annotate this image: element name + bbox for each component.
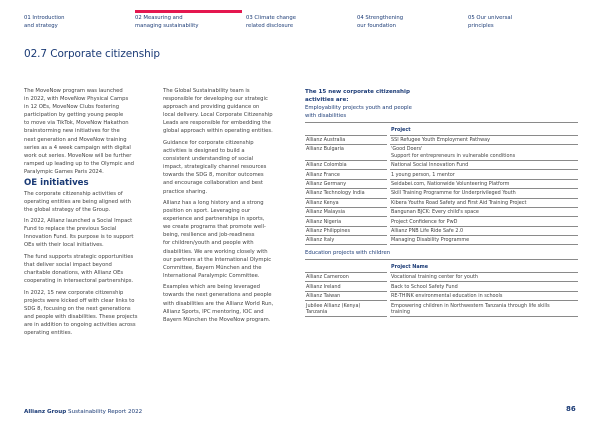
entity-cell-text: Tanzania bbox=[306, 309, 328, 316]
text-line: Committee, Bayern München and the bbox=[163, 264, 262, 271]
text-line: with disabilities are the Allianz World Run, bbox=[163, 300, 274, 307]
oe-initiatives-heading: OE initiatives bbox=[24, 178, 89, 189]
project-cell bbox=[390, 208, 578, 217]
nav-label: managing sustainability bbox=[135, 22, 199, 29]
project-cell bbox=[390, 236, 578, 245]
text-line: OEs with their local initiatives. bbox=[24, 242, 104, 249]
project-cell bbox=[390, 292, 578, 301]
text-line: local delivery. Local Corporate Citizenship bbox=[163, 112, 273, 119]
text-line: work out series. MoveNow will be further bbox=[24, 152, 132, 159]
text-line: global approach within operating entities. bbox=[163, 128, 273, 135]
text-line: the global strategy of the Group. bbox=[24, 206, 111, 213]
column-right bbox=[305, 88, 580, 317]
project-cell bbox=[390, 301, 578, 317]
entity-cell bbox=[305, 227, 387, 236]
project-cell-text: Bangunan BJCK: Every child's space bbox=[391, 209, 479, 216]
entity-cell bbox=[305, 273, 387, 282]
project-cell-text: Empowering children in Northwestern Tanzania through life skills bbox=[391, 302, 550, 309]
fund-support-paragraph bbox=[24, 253, 144, 285]
entity-cell bbox=[305, 236, 387, 245]
project-cell-text: Managing Disability Programme bbox=[391, 237, 470, 244]
project-cell bbox=[390, 170, 578, 179]
project-cell bbox=[390, 189, 578, 198]
text-line: Guidance for corporate citizenship bbox=[163, 139, 254, 146]
project-cell bbox=[390, 161, 578, 170]
text-line: cooperating in intersectoral partnerships. bbox=[24, 278, 134, 285]
text-line: In 2022, Allianz launched a Social Impact bbox=[24, 218, 133, 225]
nav-item-measuring[interactable] bbox=[135, 15, 235, 30]
alignment-paragraph bbox=[24, 190, 144, 214]
text-line: participation by getting young people bbox=[24, 112, 124, 119]
entity-cell-text: Allianz Taiwan bbox=[306, 293, 341, 300]
nav-label: 01 Introduction bbox=[24, 15, 65, 21]
text-line: Examples which are being leveraged bbox=[163, 284, 260, 291]
table-row bbox=[305, 189, 578, 198]
guidance-paragraph bbox=[163, 139, 288, 196]
table-row bbox=[305, 227, 578, 236]
text-line: International Paralympic Committee. bbox=[163, 272, 260, 279]
text-line: towards the SDG 8, monitor outcomes bbox=[163, 172, 264, 179]
text-line: series as a 4 week campaign with digital bbox=[24, 144, 131, 151]
page-number: 86 bbox=[566, 405, 576, 413]
entity-cell bbox=[305, 292, 387, 301]
entity-cell bbox=[305, 199, 387, 208]
text-line: SDG 8, focusing on the next generations bbox=[24, 305, 131, 312]
employability-projects-table bbox=[305, 122, 578, 245]
table-header-row bbox=[305, 122, 578, 136]
text-line: Paralympic Games Paris 2024. bbox=[24, 168, 104, 175]
text-line: operating entities. bbox=[24, 330, 73, 337]
entity-cell bbox=[305, 189, 387, 198]
nav-label: 02 Measuring and bbox=[135, 15, 183, 21]
text-line: In 2022, 15 new corporate citizenship bbox=[24, 289, 124, 296]
project-header: Project bbox=[390, 122, 578, 136]
project-cell bbox=[390, 136, 578, 145]
entity-cell bbox=[305, 170, 387, 179]
entity-cell-text: Allianz Colombia bbox=[306, 162, 347, 169]
text-line: Allianz Sports, IPC mentoring, IOC and bbox=[163, 308, 264, 315]
text-line: and people with disabilities. These projects bbox=[24, 314, 138, 320]
text-line: position on sport. Leveraging our bbox=[163, 208, 251, 215]
text-line: in 12 OEs, MoveNow Clubs fostering bbox=[24, 104, 120, 111]
project-cell bbox=[390, 199, 578, 208]
project-cell bbox=[390, 273, 578, 282]
text-line: that deliver social impact beyond bbox=[24, 262, 112, 269]
project-cell-text: SSI Refugee Youth Employment Pathway bbox=[391, 136, 491, 143]
text-line: to move via TikTok, MoveNow Hakathon bbox=[24, 120, 129, 127]
entity-header bbox=[305, 259, 387, 273]
text-line: in 2022, with MoveNow Physical Camps bbox=[24, 96, 129, 103]
active-chapter-indicator bbox=[135, 10, 242, 13]
table-row bbox=[305, 161, 578, 170]
entity-cell-text: Allianz Nigeria bbox=[306, 218, 342, 225]
entity-cell-text: Allianz Italy bbox=[306, 237, 335, 244]
nav-label: 05 Our universal bbox=[468, 15, 513, 21]
text-line: approach and providing guidance on bbox=[163, 104, 260, 111]
table-row bbox=[305, 208, 578, 217]
project-cell-text: training bbox=[391, 309, 410, 316]
text-line: Bayern München the MoveNow program. bbox=[163, 316, 271, 323]
entity-cell-text: Allianz Cameroon bbox=[306, 274, 349, 281]
examples-paragraph bbox=[163, 283, 288, 323]
entity-cell bbox=[305, 180, 387, 189]
heading-line: activities are: bbox=[305, 97, 349, 103]
project-cell bbox=[390, 217, 578, 226]
footer-brand: Allianz Group bbox=[24, 409, 67, 415]
text-line: our partners at the International Olympic bbox=[163, 256, 272, 263]
entity-cell-text: Allianz Australia bbox=[306, 136, 346, 143]
project-cell bbox=[390, 145, 578, 161]
subtitle-line: with disabilities bbox=[305, 113, 347, 119]
entity-cell-text: Allianz Malaysia bbox=[306, 209, 346, 216]
text-line: charitable donations, with Allianz OEs bbox=[24, 270, 124, 277]
project-cell-text: Vocational training center for youth bbox=[391, 274, 478, 281]
entity-cell bbox=[305, 301, 387, 317]
column-left bbox=[24, 87, 144, 341]
footer-report-title: Sustainability Report 2022 bbox=[66, 409, 143, 415]
text-line: responsible for developing our strategic bbox=[163, 96, 268, 103]
education-projects-table bbox=[305, 259, 578, 317]
text-line: being, resilience and job-readiness bbox=[163, 232, 255, 239]
text-line: are in addition to ongoing activities across bbox=[24, 322, 136, 329]
entity-cell-text: Allianz Technology India bbox=[306, 190, 365, 197]
chapter-navigation bbox=[0, 0, 600, 40]
text-line: Fund to replace the previous Social bbox=[24, 226, 117, 233]
text-line: The Global Sustainability team is bbox=[163, 88, 250, 94]
project-cell-text: Project Confidence for PwD bbox=[391, 218, 458, 225]
entity-cell bbox=[305, 145, 387, 161]
entity-cell bbox=[305, 282, 387, 291]
project-cell bbox=[390, 282, 578, 291]
text-line: Allianz has a long history and a strong bbox=[163, 200, 264, 206]
text-line: practice sharing. bbox=[163, 188, 208, 195]
text-line: next generation and MoveNow training bbox=[24, 136, 127, 143]
page-title: 02.7 Corporate citizenship bbox=[24, 48, 161, 60]
project-cell-text: Back to School Safety Fund bbox=[391, 283, 458, 290]
text-line: brainstorming new initiatives for the bbox=[24, 128, 120, 135]
project-cell-text: Allianz PNB Life Ride Safe 2.0 bbox=[391, 228, 464, 234]
entity-cell-text: Allianz Bulgaria bbox=[306, 146, 344, 153]
nav-label: 04 Strengthening bbox=[357, 15, 404, 21]
text-line: consistent understanding of social bbox=[163, 156, 254, 163]
table-header-row bbox=[305, 259, 578, 273]
project-cell-text: Support for entrepreneurs in vulnerable conditions bbox=[391, 152, 516, 159]
new-projects-paragraph bbox=[24, 289, 144, 338]
table-row bbox=[305, 236, 578, 245]
education-section-title: Education projects with children bbox=[305, 250, 391, 257]
table-row bbox=[305, 136, 578, 145]
project-cell-text: 'Good Doers' bbox=[391, 146, 423, 153]
nav-label: related disclosure bbox=[246, 22, 294, 29]
entity-cell-text: Allianz Ireland bbox=[306, 283, 341, 290]
movenow-paragraph bbox=[24, 87, 144, 176]
subtitle-line: Employability projects youth and people bbox=[305, 105, 412, 111]
project-cell-text: National Social Innovation Fund bbox=[391, 162, 469, 169]
table-row bbox=[305, 273, 578, 282]
project-name-header: Project Name bbox=[390, 259, 578, 273]
entity-cell bbox=[305, 136, 387, 145]
nav-label: and strategy bbox=[24, 22, 58, 29]
text-line: operating entities are being aligned with bbox=[24, 198, 131, 205]
table-row bbox=[305, 301, 578, 317]
text-line: The corporate citizenship activities of bbox=[24, 190, 123, 197]
table-row bbox=[305, 170, 578, 179]
entity-cell-text: Allianz Philippines bbox=[306, 228, 350, 234]
entity-header bbox=[305, 122, 387, 136]
nav-item-principles[interactable] bbox=[468, 15, 568, 30]
nav-label: our foundation bbox=[357, 22, 397, 29]
text-line: Innovation Fund. Its purpose is to support bbox=[24, 234, 134, 241]
project-cell bbox=[390, 180, 578, 189]
text-line: Leads are responsible for embedding the bbox=[163, 120, 271, 127]
table-row bbox=[305, 282, 578, 291]
table-row bbox=[305, 199, 578, 208]
report-footer bbox=[24, 409, 142, 415]
text-line: projects were kicked off with clear links to bbox=[24, 297, 135, 304]
text-line: towards the next generations and people bbox=[163, 292, 272, 299]
table-row bbox=[305, 180, 578, 189]
text-line: activities is designed to build a bbox=[163, 148, 245, 155]
project-cell-text: Seidabei.com, Nationwide Volunteering Platform bbox=[391, 181, 510, 188]
table-row bbox=[305, 292, 578, 301]
entity-cell bbox=[305, 161, 387, 170]
entity-cell-text: Allianz France bbox=[306, 171, 340, 178]
nav-item-introduction[interactable] bbox=[24, 15, 124, 30]
employability-section-title bbox=[305, 104, 580, 120]
activities-heading bbox=[305, 88, 580, 104]
text-line: The fund supports strategic opportunities bbox=[24, 253, 134, 260]
text-line: experience and partnerships in sports, bbox=[163, 216, 265, 223]
education-table-body bbox=[305, 273, 578, 317]
employability-table-body bbox=[305, 136, 578, 246]
entity-cell-text: Allianz Kenya bbox=[306, 199, 339, 206]
table-row bbox=[305, 145, 578, 161]
heading-line: The 15 new corporate citizenship bbox=[305, 89, 410, 95]
entity-cell bbox=[305, 208, 387, 217]
project-cell-text: Skill Training Programme for Underprivileged Youth bbox=[391, 190, 516, 197]
text-line: disabilities. We are working closely with bbox=[163, 248, 268, 255]
text-line: ramped up leading up to the Olympic and bbox=[24, 160, 134, 167]
entity-cell bbox=[305, 217, 387, 226]
column-middle bbox=[163, 87, 288, 327]
global-team-paragraph bbox=[163, 87, 288, 136]
sport-history-paragraph bbox=[163, 199, 288, 280]
text-line: The MoveNow program was launched bbox=[24, 88, 123, 94]
nav-item-foundation[interactable] bbox=[357, 15, 457, 30]
project-cell-text: Kibera Youths Road Safety and First Aid Training Project bbox=[391, 199, 527, 206]
social-impact-fund-paragraph bbox=[24, 217, 144, 249]
text-line: and encourage collaboration and best bbox=[163, 180, 263, 187]
project-cell-text: 1 young person, 1 mentor bbox=[391, 171, 455, 178]
entity-cell-text: Jubilee Allianz (Kenya) bbox=[306, 302, 361, 309]
project-cell-text: RE-THINK environmental education in schools bbox=[391, 293, 503, 300]
table-row bbox=[305, 217, 578, 226]
nav-label: 03 Climate change bbox=[246, 15, 296, 21]
text-line: we create programs that promote well- bbox=[163, 224, 266, 231]
nav-item-climate[interactable] bbox=[246, 15, 346, 30]
entity-cell-text: Allianz Germany bbox=[306, 181, 347, 188]
text-line: impact, strategically channel resources bbox=[163, 164, 267, 171]
nav-label: principles bbox=[468, 22, 494, 29]
project-cell bbox=[390, 227, 578, 236]
text-line: for children/youth and people with bbox=[163, 240, 254, 247]
